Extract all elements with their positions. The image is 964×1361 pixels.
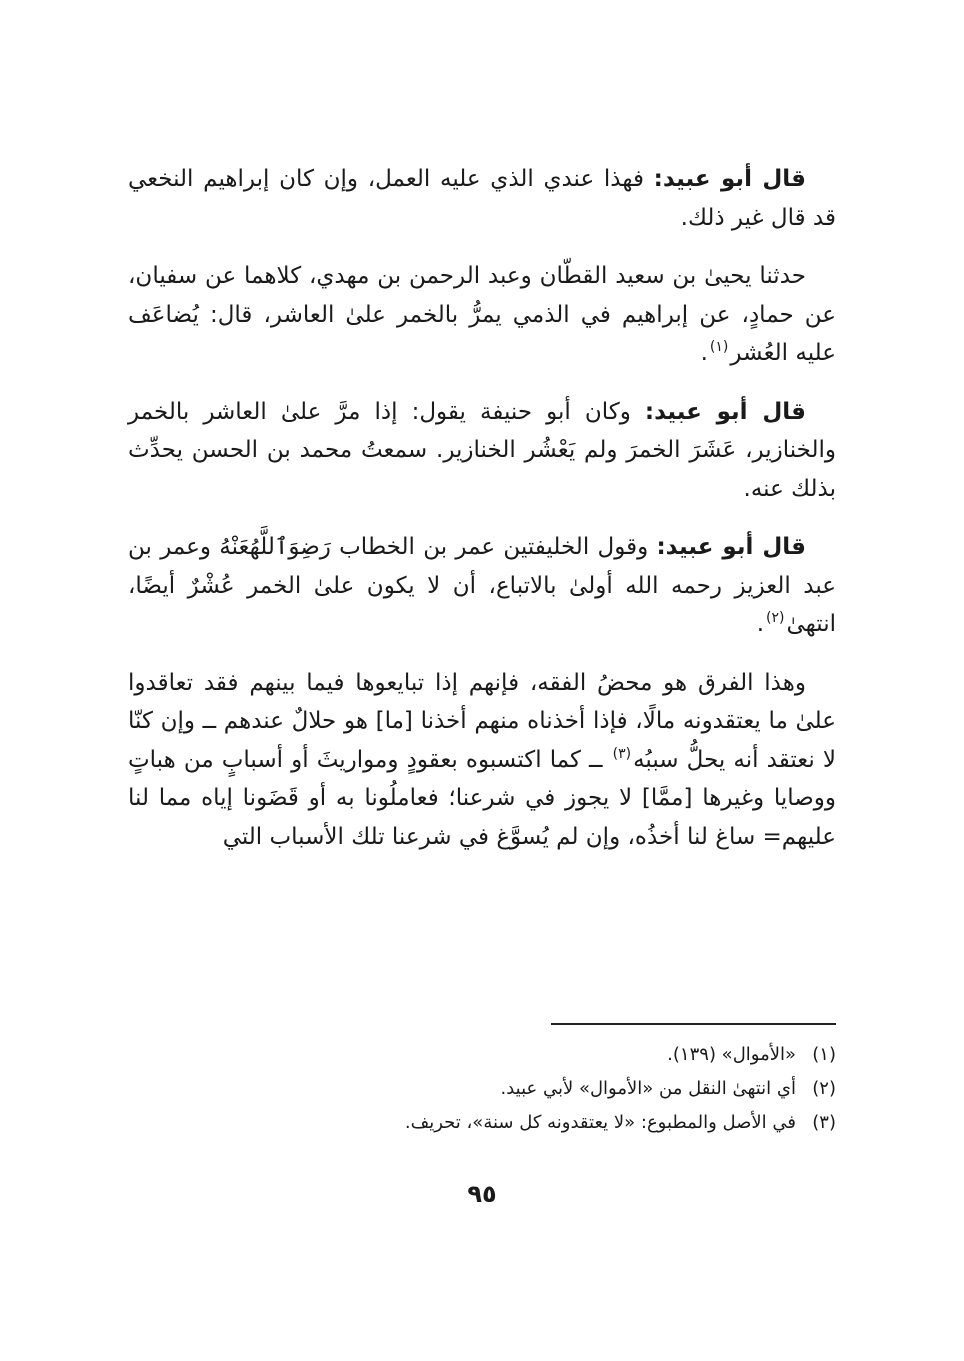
paragraph-lead: قال أبو عبيد:	[653, 166, 806, 192]
paragraph-tail: .	[700, 340, 708, 366]
paragraph-tail: ــ كما اكتسبوه بعقودٍ ومواريثَ أو أسبابٍ من هباتٍ ووصايا وغيرها [ممَّا] لا يجوز في شرعنا؛ فعاملُونا به أو قَضَونا إياه مما لنا عليهم= ساغ لنا أخذُه، وإن لم يُسوَّغ في شرعنا تلك الأسباب التي	[128, 746, 836, 850]
paragraph-lead: قال أبو عبيد:	[656, 534, 806, 560]
footnote-2	[128, 1074, 836, 1104]
footnote-marker[interactable]: (٢)	[766, 610, 785, 627]
footnote-divider	[551, 1023, 836, 1025]
paragraph-text: وهذا الفرق هو محضُ الفقه، فإنهم إذا تبايعوها فيما بينهم فقد تعاقدوا علىٰ ما يعتقدونه مالًا، فإذا أخذناه منهم أخذنا [ما] هو حلالٌ عندهم ــ وإن كنّا لا نعتقد أنه يحلُّ سببُه	[128, 669, 836, 773]
paragraph-lead: قال أبو عبيد:	[644, 398, 806, 425]
footnote-number: (٢)	[812, 1078, 836, 1099]
paragraph-text: حدثنا يحيىٰ بن سعيد القطّان وعبد الرحمن بن مهدي، كلاهما عن سفيان، عن حمادٍ، عن إبراهيم في الذمي يمرُّ بالخمر علىٰ العاشر، قال: يُضاعَف عليه العُشر	[128, 263, 836, 366]
footnote-number: (١)	[812, 1044, 836, 1065]
main-text	[128, 160, 836, 876]
paragraph-text: وقول الخليفتين عمر بن الخطاب رَضِوَٱللَّهُعَنْهُ وعمر بن عبد العزيز رحمه الله أولىٰ بالاتباع، أن لا يكون علىٰ الخمر عُشْرٌ أيضًا، انتهىٰ	[128, 534, 836, 637]
footnote-3	[128, 1108, 836, 1138]
paragraph-4	[128, 528, 836, 644]
paragraph-text: فهذا عندي الذي عليه العمل، وإن كان إبراهيم النخعي قد قال غير ذلك.	[128, 166, 836, 231]
paragraph-3	[128, 393, 836, 509]
footnote-marker[interactable]: (١)	[709, 339, 729, 356]
footnote-text: في الأصل والمطبوع: «لا يعتقدونه كل سنة»، تحريف.	[404, 1112, 796, 1133]
paragraph-1	[128, 160, 836, 237]
paragraph-2	[128, 257, 836, 373]
footnotes	[128, 1040, 836, 1142]
footnote-1	[128, 1040, 836, 1070]
footnote-text: أي انتهىٰ النقل من «الأموال» لأبي عبيد.	[500, 1078, 796, 1099]
paragraph-5	[128, 664, 836, 857]
footnote-text: «الأموال» (١٣٩).	[667, 1044, 796, 1065]
paragraph-text: وكان أبو حنيفة يقول: إذا مرَّ علىٰ العاشر بالخمر والخنازير، عَشَرَ الخمرَ ولم يَعْشُر الخنازير. سمعتُ محمد بن الحسن يحدِّث بذلك عنه.	[128, 398, 836, 502]
footnote-marker[interactable]: (٣)	[612, 745, 632, 762]
footnote-number: (٣)	[812, 1112, 836, 1133]
page-number: ٩٥	[467, 1180, 497, 1208]
paragraph-tail: .	[756, 611, 765, 637]
